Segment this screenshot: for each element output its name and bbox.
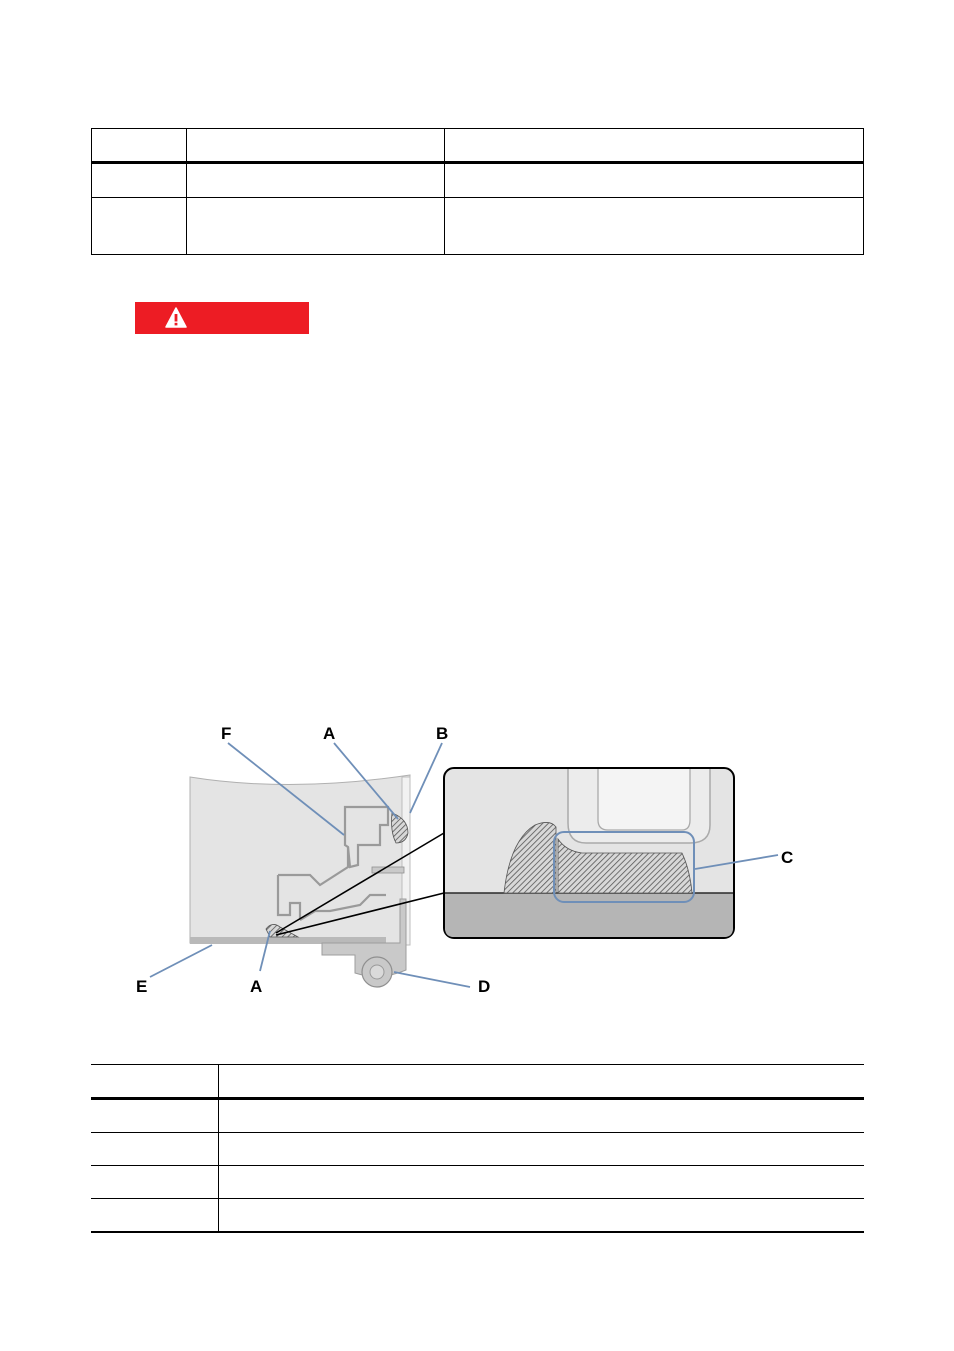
table-header-row [91, 1065, 864, 1099]
table-cell [91, 1166, 218, 1199]
table-cell [91, 1099, 218, 1133]
table-cell [91, 1133, 218, 1166]
table-cell [218, 1133, 864, 1166]
table-header-row [92, 129, 864, 163]
warning-icon [165, 307, 187, 329]
table-cell [218, 1199, 864, 1233]
enclosure-cross-section [130, 715, 830, 1005]
callout-label-e: E [136, 977, 148, 996]
callout-label-a-bottom: A [250, 977, 263, 996]
table-row [92, 197, 864, 254]
table-cell [187, 129, 445, 163]
table-cell [445, 197, 864, 254]
callout-label-c: C [781, 848, 794, 867]
legend-table [91, 1064, 864, 1233]
table-cell [91, 1199, 218, 1233]
danger-label [135, 302, 309, 334]
table-cell [92, 129, 187, 163]
table-cell [445, 163, 864, 197]
table-row [91, 1199, 864, 1233]
table-row [91, 1166, 864, 1199]
top-table [91, 128, 864, 255]
table-cell [445, 129, 864, 163]
table-cell [92, 163, 187, 197]
callout-label-f: F [221, 724, 232, 743]
seal-detail-figure [130, 715, 830, 1005]
table-row [91, 1099, 864, 1133]
callout-label-a-top: A [323, 724, 336, 743]
table-cell [91, 1065, 218, 1099]
callout-label-b: B [436, 724, 449, 743]
table-row [91, 1133, 864, 1166]
table-cell [187, 163, 445, 197]
callout-label-d: D [478, 977, 491, 996]
table-cell [218, 1166, 864, 1199]
table-row [92, 163, 864, 197]
table-cell [218, 1065, 864, 1099]
table-cell [92, 197, 187, 254]
table-cell [187, 197, 445, 254]
table-cell [218, 1099, 864, 1133]
